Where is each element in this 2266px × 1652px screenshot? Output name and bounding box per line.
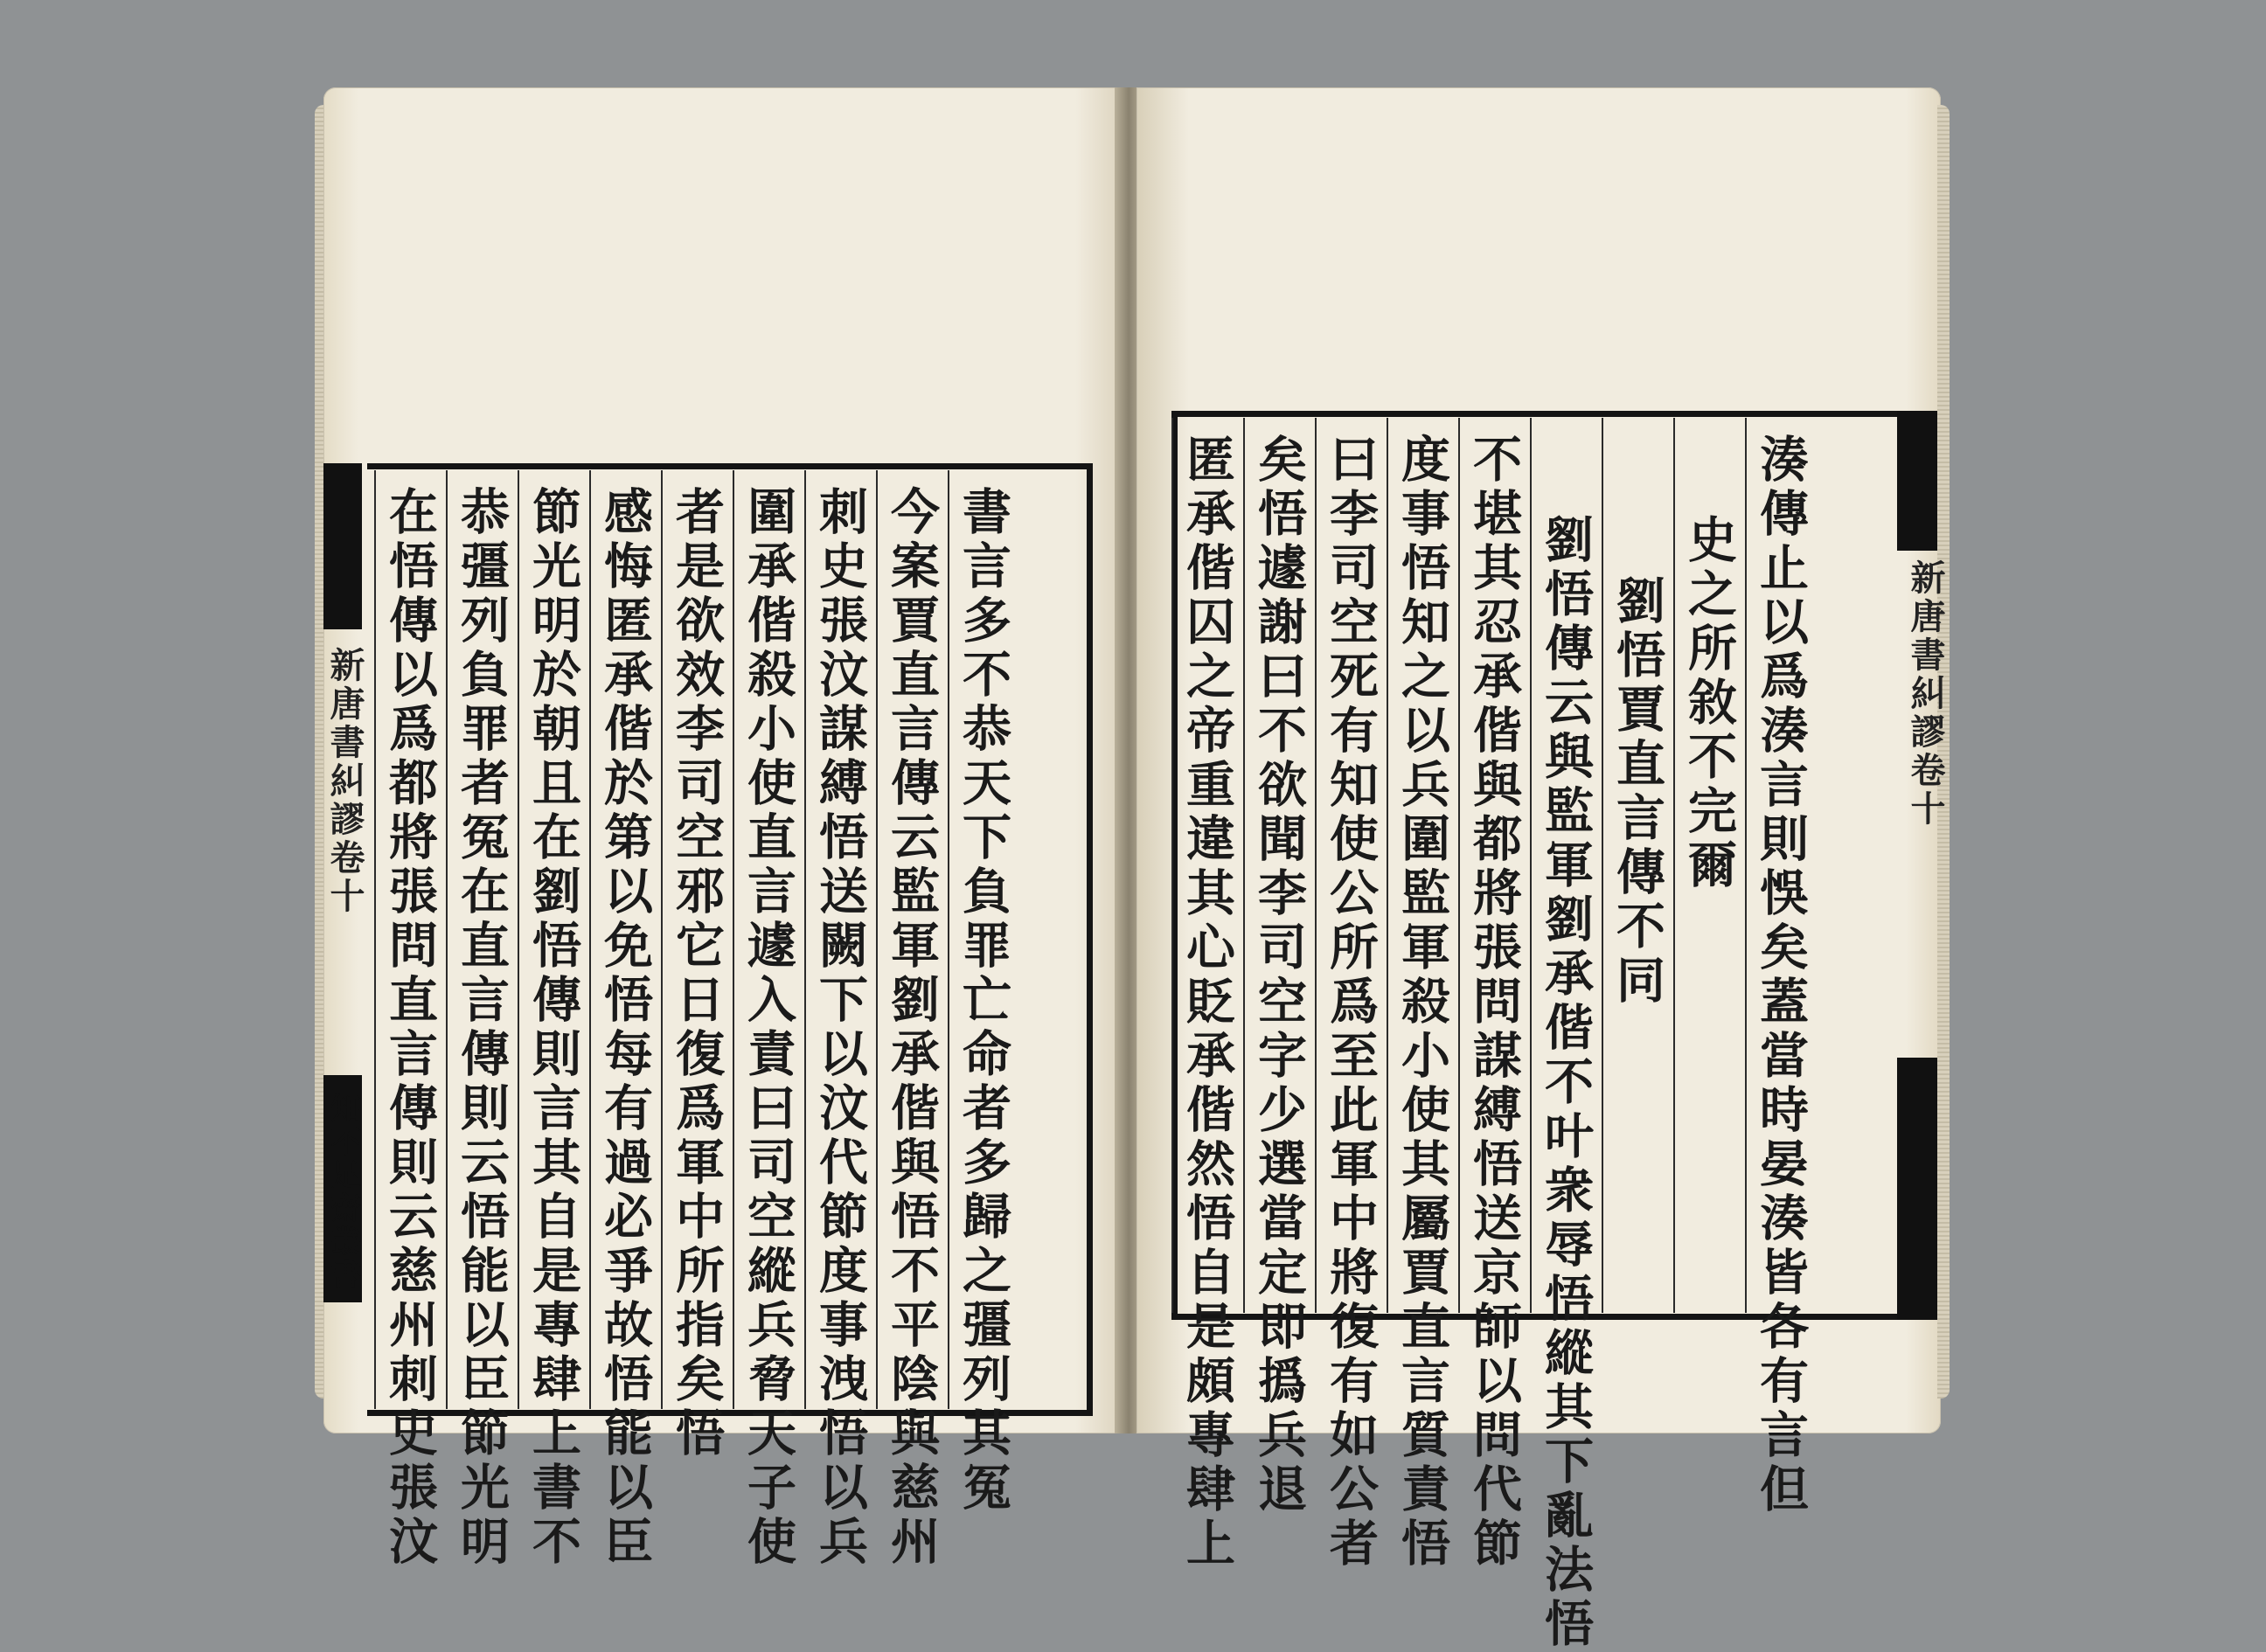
- text-column: 匿承偕囚之帝重違其心貶承偕然悟自是頗專肆上: [1171, 418, 1243, 1313]
- text-column: 刺史張汶謀縛悟送闕下以汶代節度事洩悟以兵: [804, 470, 876, 1409]
- fish-tail-mark: [323, 463, 362, 629]
- text-column: 節光明於朝且在劉悟傳則言其自是專肆上書不: [518, 470, 589, 1409]
- block-center-title: 新唐書糾謬卷十: [324, 647, 365, 916]
- text-column: 劉悟傳云與監軍劉承偕不叶衆辱悟縱其下亂法悟: [1530, 418, 1602, 1313]
- right-page-text: [1171, 418, 1817, 1652]
- text-column: 曰李司空死有知使公所爲至此軍中將復有如公者: [1315, 418, 1387, 1313]
- text-column: 者是欲效李司空邪它日復爲軍中所指矣悟: [661, 470, 733, 1409]
- text-column: 圍承偕殺小使直言遽入責曰司空縱兵脅天子使: [733, 470, 804, 1409]
- text-column: 今案賈直言傳云監軍劉承偕與悟不平陰與慈州: [876, 470, 948, 1409]
- block-center-footer: 知不足齋叢書: [325, 1093, 360, 1292]
- text-column: 不堪其忍承偕與都將張問謀縛悟送京師以問代節: [1458, 418, 1530, 1313]
- text-column: 湊傳止以爲湊言則悞矣蓋當時晏湊皆各有言但: [1745, 418, 1817, 1313]
- text-column: 在悟傳以爲都將張問直言傳則云慈州刺史張汶: [374, 470, 446, 1409]
- text-column: 書言多不恭天下負罪亡命者多歸之彊列其冤: [948, 470, 1019, 1409]
- block-center-title: 新唐書糾謬卷十: [1905, 559, 1946, 829]
- text-column: 恭彊列負罪者冤在直言傳則云悟能以臣節光明: [446, 470, 518, 1409]
- text-column: 感悔匿承偕於第以免悟每有過必爭故悟能以臣: [589, 470, 661, 1409]
- fish-tail-mark: [1897, 1058, 1937, 1320]
- open-book: [323, 87, 1946, 1652]
- text-column: 矣悟遽謝曰不欲聞李司空字少選當定即撝兵退: [1243, 418, 1315, 1313]
- text-column: 度事悟知之以兵圍監軍殺小使其屬賈直言質責悟: [1387, 418, 1458, 1313]
- left-page-text: [374, 470, 1019, 1570]
- text-column: 史之所敘不完爾: [1673, 418, 1745, 1313]
- fish-tail-mark: [1897, 411, 1937, 551]
- section-heading: 劉悟賈直言傳不同: [1602, 418, 1673, 1313]
